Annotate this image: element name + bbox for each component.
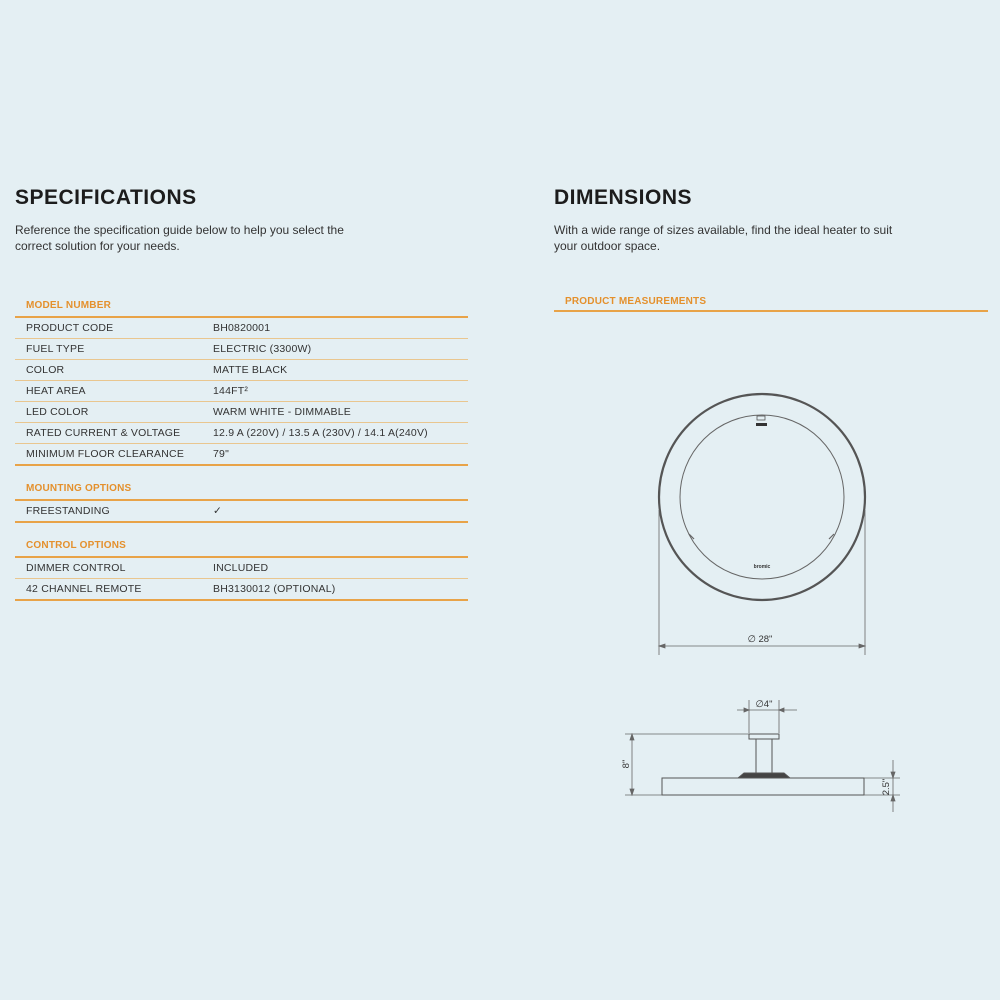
row-value: BH3130012 (OPTIONAL) — [213, 583, 336, 595]
intro-line: With a wide range of sizes available, find the ideal heater to suit — [554, 223, 893, 237]
diameter-label: ∅ 28" — [747, 634, 773, 645]
row-value: MATTE BLACK — [213, 364, 288, 376]
row-value: 144FT² — [213, 385, 249, 397]
intro-line: Reference the specification guide below to help you select the — [15, 223, 344, 237]
row-value: WARM WHITE - DIMMABLE — [213, 406, 351, 418]
thickness-label: 2.5" — [881, 778, 892, 796]
row-label: PRODUCT CODE — [26, 322, 114, 334]
row-label: FREESTANDING — [26, 505, 110, 517]
mounting-plate — [749, 734, 779, 739]
brand-mark: bromic — [753, 564, 771, 570]
checkmark-icon: ✓ — [213, 505, 222, 517]
pole-diameter-label: ∅4" — [755, 699, 773, 710]
row-value: 12.9 A (220V) / 13.5 A (230V) / 14.1 A(240V) — [213, 427, 428, 439]
product-measurements-heading: PRODUCT MEASUREMENTS — [554, 292, 988, 312]
pole — [756, 739, 772, 773]
height-label: 8" — [621, 759, 632, 769]
pole-base — [738, 773, 790, 778]
top-view — [659, 394, 865, 600]
row-label: DIMMER CONTROL — [26, 562, 126, 574]
inner-disc — [680, 415, 844, 579]
section-heading: CONTROL OPTIONS — [15, 536, 468, 558]
intro-line: your outdoor space. — [554, 239, 661, 253]
top-connector-mark — [756, 423, 767, 426]
row-value: INCLUDED — [213, 562, 269, 574]
row-value: BH0820001 — [213, 322, 271, 334]
intro-line: correct solution for your needs. — [15, 239, 180, 253]
row-label: 42 CHANNEL REMOTE — [26, 583, 142, 595]
row-value: ELECTRIC (3300W) — [213, 343, 312, 355]
row-label: LED COLOR — [26, 406, 89, 418]
section-heading: MOUNTING OPTIONS — [15, 479, 468, 501]
specifications-title: SPECIFICATIONS — [15, 186, 197, 209]
row-label: COLOR — [26, 364, 65, 376]
row-label: RATED CURRENT & VOLTAGE — [26, 427, 181, 439]
section-heading: MODEL NUMBER — [15, 296, 468, 318]
row-label: MINIMUM FLOOR CLEARANCE — [26, 448, 185, 460]
row-value: 79" — [213, 448, 230, 460]
side-view — [662, 734, 864, 795]
height-dimension — [625, 734, 749, 795]
row-label: HEAT AREA — [26, 385, 86, 397]
dimensions-title: DIMENSIONS — [554, 186, 693, 209]
top-connector — [757, 416, 765, 420]
heater-body — [662, 778, 864, 795]
row-label: FUEL TYPE — [26, 343, 85, 355]
